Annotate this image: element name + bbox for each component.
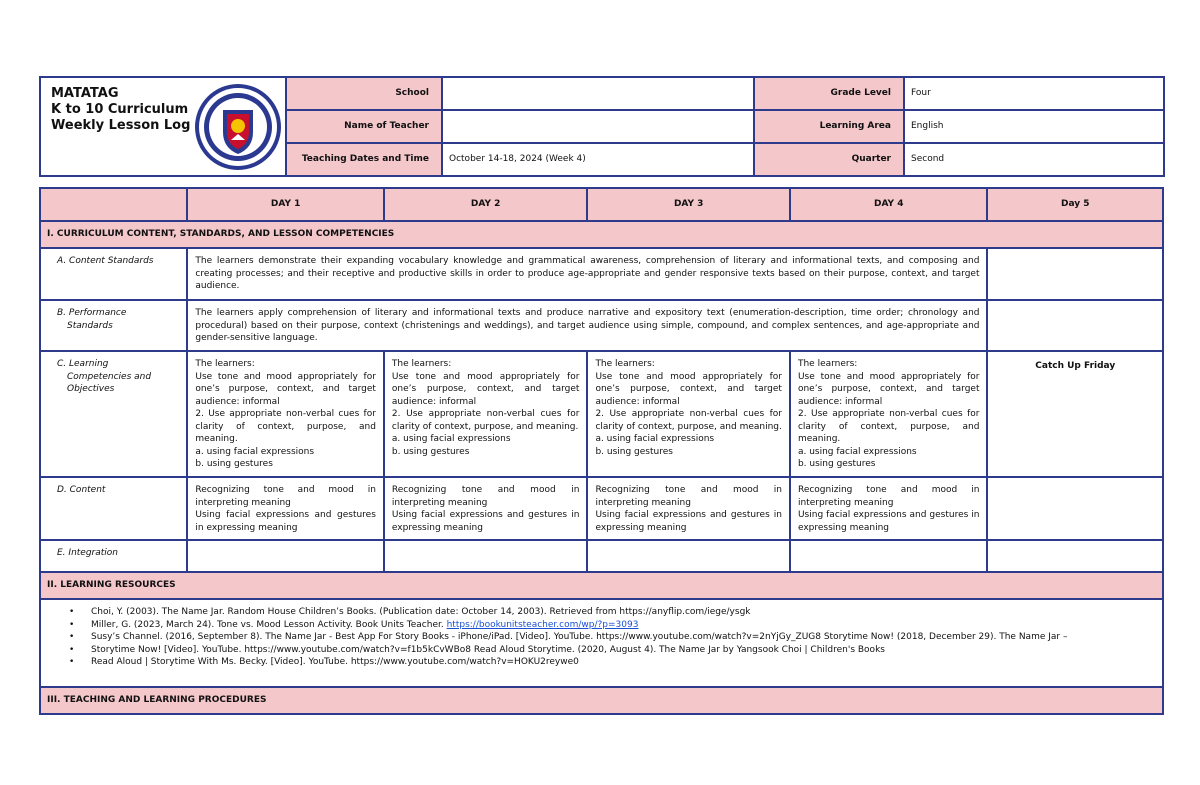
section-procedures-heading: III. TEACHING AND LEARNING PROCEDURES	[40, 687, 1163, 714]
day-3-header: DAY 3	[587, 188, 790, 221]
content-label	[40, 477, 187, 540]
competencies-label-line-1: C. Learning	[57, 359, 109, 369]
competencies-line: b. using gestures	[195, 459, 273, 469]
content-line: Recognizing tone and mood in interpreting meaning	[391, 485, 580, 508]
competencies-line: Use tone and mood appropriately for one’s purpose, context, and target audience: informal	[391, 371, 580, 407]
school-label: School	[286, 77, 442, 110]
content-line: Recognizing tone and mood in interpreting meaning	[195, 485, 376, 508]
performance-standards-day5	[987, 300, 1163, 351]
content-line: Recognizing tone and mood in interpreting meaning	[595, 485, 782, 508]
competencies-day-3	[587, 351, 790, 477]
integration-label-text: E. Integration	[57, 548, 119, 558]
competencies-line: The learners:	[595, 359, 655, 369]
resource-item	[91, 644, 1154, 657]
learning-area-label: Learning Area	[754, 110, 904, 143]
resource-text: Choi, Y. (2003). The Name Jar. Random House Children’s Books. (Publication date: October 14, 2003). Retrieved from https://anyflip.com/iege/ysgk	[91, 607, 751, 617]
teaching-dates-field[interactable]: October 14-18, 2024 (Week 4)	[442, 143, 754, 176]
resource-text: Miller, G. (2023, March 24). Tone vs. Mood Lesson Activity. Book Units Teacher.	[91, 619, 447, 630]
resource-item	[91, 619, 1154, 632]
competencies-line: b. using gestures	[797, 459, 876, 469]
integration-day-3	[587, 540, 790, 572]
competencies-line: b. using gestures	[391, 446, 470, 457]
competencies-label	[40, 351, 187, 477]
content-day-2	[384, 477, 588, 540]
grade-level-field[interactable]: Four	[904, 77, 1164, 110]
resource-text: Storytime Now! [Video]. YouTube. https://www.youtube.com/watch?v=f1b5kCvWBo8 Read Aloud Storytime. (2020, August 4). The Name Jar by Yangsook Choi | Children's Books	[91, 644, 885, 655]
content-line: Using facial expressions and gestures in expressing meaning	[195, 510, 376, 533]
integration-day-2	[384, 540, 588, 572]
competencies-line: 2. Use appropriate non-verbal cues for clarity of context, purpose, and meaning.	[391, 409, 580, 432]
content-standards-day5	[987, 248, 1163, 300]
content-line: Recognizing tone and mood in interpreting meaning	[797, 485, 980, 508]
competencies-label-line-3: Objectives	[67, 384, 115, 394]
competencies-line: a. using facial expressions	[797, 446, 917, 457]
integration-day-1	[187, 540, 384, 572]
lesson-log-table	[39, 187, 1164, 715]
performance-standards-text: The learners apply comprehension of literary and informational texts and produce narrative and expository text (enumeration-description, time order; chronology and procedural) based on their purpose, context (christenings and weddings), and target audience using simple, compound, and complex sentences, and age-appropriate and gender-sensitive language.	[187, 300, 987, 351]
competencies-line: Use tone and mood appropriately for one’s purpose, context, and target audience: informal	[595, 371, 782, 407]
title-line-1: MATATAG	[51, 86, 119, 101]
corner-cell	[40, 188, 187, 221]
content-day-3	[587, 477, 790, 540]
title-line-3: Weekly Lesson Log	[51, 118, 191, 133]
competencies-line: 2. Use appropriate non-verbal cues for clarity of context, purpose, and meaning.	[195, 409, 376, 444]
competencies-day-4	[790, 351, 988, 477]
content-line: Using facial expressions and gestures in expressing meaning	[391, 510, 580, 533]
resource-item	[91, 631, 1154, 644]
resource-item	[91, 606, 1154, 619]
learning-area-field[interactable]: English	[904, 110, 1164, 143]
content-line: Using facial expressions and gestures in expressing meaning	[797, 510, 980, 533]
content-line: Using facial expressions and gestures in expressing meaning	[595, 510, 782, 533]
competencies-day-2	[384, 351, 588, 477]
competencies-label-line-2: Competencies and	[67, 371, 152, 382]
resource-item	[91, 656, 1154, 669]
header-table	[39, 76, 1165, 177]
quarter-field[interactable]: Second	[904, 143, 1164, 176]
day-4-header: DAY 4	[790, 188, 988, 221]
day-5-header: Day 5	[987, 188, 1163, 221]
competencies-day-1	[187, 351, 384, 477]
quarter-label: Quarter	[754, 143, 904, 176]
resource-link[interactable]: https://bookunitsteacher.com/wp/?p=3093	[446, 619, 639, 630]
day-2-header: DAY 2	[384, 188, 588, 221]
integration-day-5	[987, 540, 1163, 572]
competencies-line: a. using facial expressions	[391, 434, 511, 444]
section-curriculum-heading: I. CURRICULUM CONTENT, STANDARDS, AND LESSON COMPETENCIES	[40, 221, 1163, 248]
competencies-line: b. using gestures	[595, 446, 673, 457]
teaching-dates-label: Teaching Dates and Time	[286, 143, 442, 176]
resources-list	[40, 599, 1163, 687]
competencies-line: 2. Use appropriate non-verbal cues for clarity of context, purpose, and meaning.	[797, 409, 980, 444]
competencies-line: a. using facial expressions	[195, 446, 315, 457]
competencies-line: The learners:	[797, 359, 858, 369]
performance-standards-label-line-1: B. Performance	[57, 308, 127, 318]
competencies-line: The learners:	[391, 359, 452, 369]
content-standards-label-text: A. Content Standards	[57, 256, 154, 266]
teacher-label: Name of Teacher	[286, 110, 442, 143]
deped-seal-logo	[193, 82, 283, 172]
competencies-line: The learners:	[195, 359, 255, 369]
integration-label	[40, 540, 187, 572]
content-standards-text: The learners demonstrate their expanding vocabulary knowledge and grammatical awareness, comprehension of literary and informational texts, and composing and creating processes; and their receptive and productive skills in order to produce age-appropriate and gender responsive texts based on their purpose, context, and target audience.	[187, 248, 987, 300]
title-line-2: K to 10 Curriculum	[51, 102, 189, 117]
resource-text: Susy’s Channel. (2016, September 8). The Name Jar - Best App For Story Books - iPhone/iPad. [Video]. YouTube. https://www.youtube.com/watch?v=2nYjGy_ZUG8 Storytime Now! (2018, December 29). The Name Jar –	[91, 632, 1068, 642]
performance-standards-label	[40, 300, 187, 351]
competencies-line: Use tone and mood appropriately for one’s purpose, context, and target audience: informal	[797, 371, 980, 407]
competencies-line: Use tone and mood appropriately for one’s purpose, context, and target audience: informal	[195, 371, 376, 407]
content-day-1	[187, 477, 384, 540]
competencies-line: a. using facial expressions	[595, 434, 715, 444]
grade-level-label: Grade Level	[754, 77, 904, 110]
performance-standards-label-line-2: Standards	[67, 320, 113, 331]
catch-up-friday: Catch Up Friday	[987, 351, 1163, 477]
day-1-header: DAY 1	[187, 188, 384, 221]
section-resources-heading: II. LEARNING RESOURCES	[40, 572, 1163, 599]
integration-day-4	[790, 540, 988, 572]
resource-text: Read Aloud | Storytime With Ms. Becky. [Video]. YouTube. https://www.youtube.com/watch?v=HOKU2reywe0	[91, 657, 579, 667]
school-field[interactable]	[442, 77, 754, 110]
competencies-line: 2. Use appropriate non-verbal cues for clarity of context, purpose, and meaning.	[595, 409, 782, 432]
content-day-4	[790, 477, 988, 540]
content-day-5	[987, 477, 1163, 540]
content-label-text: D. Content	[57, 485, 106, 495]
title-block	[40, 77, 286, 176]
teacher-field[interactable]	[442, 110, 754, 143]
content-standards-label	[40, 248, 187, 300]
